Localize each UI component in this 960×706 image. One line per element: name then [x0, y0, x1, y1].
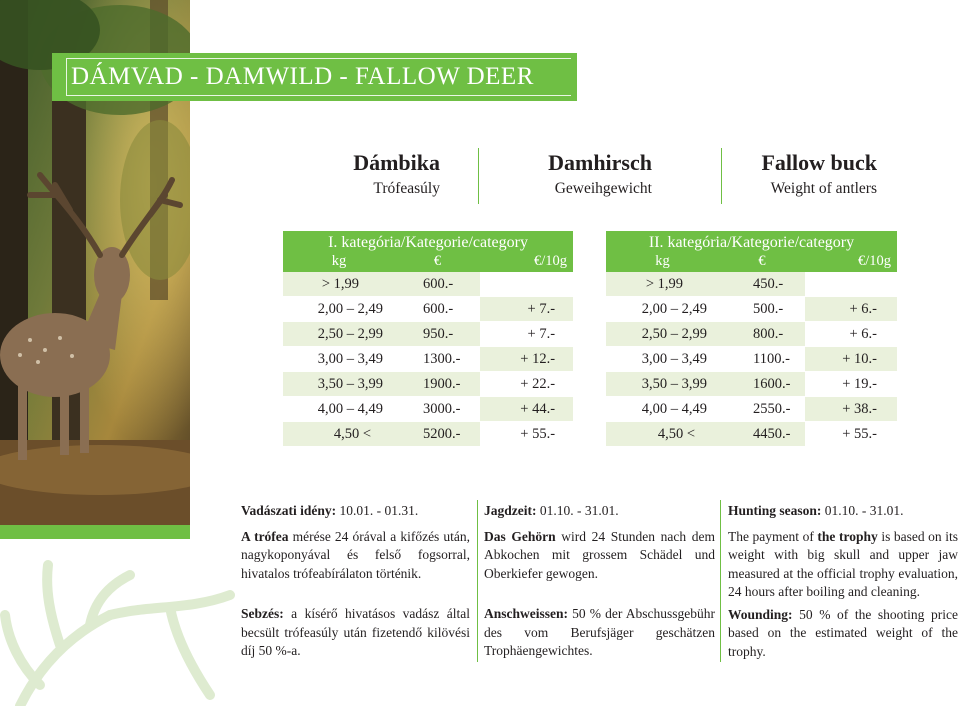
wounding-text: 50 % of the shooting price based on the estimated weight of the trophy. [728, 606, 958, 659]
price-cell: 1100.- [719, 347, 805, 372]
column-divider [477, 500, 478, 662]
price-cell: 500.- [719, 297, 805, 322]
surcharge-cell: + 6.- [805, 322, 897, 347]
wounding-note [484, 605, 715, 661]
price-cell: 2550.- [719, 397, 805, 422]
weight-cell: 3,50 – 3,99 [283, 372, 395, 397]
weight-cell: 2,50 – 2,99 [606, 322, 719, 347]
wounding-label: Sebzés: [241, 606, 284, 621]
table-row [283, 422, 573, 447]
trophy-text: wird 24 Stunden nach dem Abkochen mit grossem Schädel und Oberkiefer gewogen. [484, 528, 715, 581]
hunting-season [241, 502, 470, 521]
surcharge-cell: + 22.- [480, 372, 573, 397]
header-subtitle: Geweihgewicht [554, 180, 652, 197]
season-label: Vadászati idény: [241, 503, 337, 518]
surcharge-cell: + 44.- [480, 397, 573, 422]
season-label: Hunting season: [728, 503, 822, 518]
trophy-label: A trófea [241, 528, 289, 544]
price-cell: 3000.- [395, 397, 480, 422]
table-row [606, 347, 897, 372]
header-title: Damhirsch [548, 150, 652, 175]
table-row [283, 322, 573, 347]
weight-cell: > 1,99 [606, 272, 719, 297]
wounding-note [728, 606, 958, 662]
accent-strip [0, 525, 190, 539]
price-cell: 600.- [395, 272, 480, 297]
table-row [606, 422, 897, 447]
column-divider [720, 500, 721, 662]
weight-cell: 4,00 – 4,49 [283, 397, 395, 422]
price-cell: 1900.- [395, 372, 480, 397]
surcharge-cell: + 7.- [480, 297, 573, 322]
price-table-category-1 [283, 231, 573, 447]
price-cell: 1300.- [395, 347, 480, 372]
price-cell: 1600.- [719, 372, 805, 397]
trophy-label: the trophy [817, 528, 878, 544]
title-frame [66, 58, 571, 96]
info-column-hu [241, 502, 470, 671]
trophy-note [484, 528, 715, 584]
surcharge-cell: + 55.- [805, 422, 897, 447]
column-header: €/10g [480, 252, 573, 272]
trophy-text: is based on its weight with big skull and upper jaw measured at the official trophy evaluation, 24 hours after boiling and cleaning. [728, 528, 958, 599]
price-cell: 950.- [395, 322, 480, 347]
wounding-note [241, 605, 470, 661]
surcharge-cell: + 19.- [805, 372, 897, 397]
column-header: kg [283, 252, 395, 272]
table-caption: II. kategória/Kategorie/category [606, 231, 897, 252]
surcharge-cell: + 6.- [805, 297, 897, 322]
table-row [606, 322, 897, 347]
surcharge-cell: + 10.- [805, 347, 897, 372]
info-column-de [484, 502, 715, 671]
hunting-season [484, 502, 715, 521]
weight-cell: 2,50 – 2,99 [283, 322, 395, 347]
weight-cell: > 1,99 [283, 272, 395, 297]
weight-cell: 3,00 – 3,49 [606, 347, 719, 372]
weight-cell: 2,00 – 2,49 [283, 297, 395, 322]
table-caption: I. kategória/Kategorie/category [283, 231, 573, 252]
trophy-prefix: The payment of [728, 528, 814, 544]
surcharge-cell: + 38.- [805, 397, 897, 422]
surcharge-cell [480, 272, 573, 297]
header-subtitle: Weight of antlers [770, 180, 877, 197]
column-header: € [395, 252, 480, 272]
header-title: Fallow buck [761, 150, 877, 175]
weight-cell: 4,00 – 4,49 [606, 397, 719, 422]
weight-cell: 2,00 – 2,49 [606, 297, 719, 322]
table-row [283, 397, 573, 422]
column-header: € [719, 252, 805, 272]
table-row [283, 372, 573, 397]
weight-cell: 3,50 – 3,99 [606, 372, 719, 397]
surcharge-cell: + 55.- [480, 422, 573, 447]
weight-cell: 3,00 – 3,49 [283, 347, 395, 372]
header-en [720, 148, 877, 204]
wounding-label: Anschweissen: [484, 606, 569, 621]
price-cell: 4450.- [719, 422, 805, 447]
price-cell: 800.- [719, 322, 805, 347]
price-cell: 600.- [395, 297, 480, 322]
info-column-en [728, 502, 958, 671]
price-cell: 5200.- [395, 422, 480, 447]
surcharge-cell [805, 272, 897, 297]
wounding-text: 50 % der Abschussgebühr des vom Berufsjäger geschätzen Trophäengewichtes. [484, 606, 715, 658]
season-value: 01.10. - 31.01. [539, 503, 619, 518]
surcharge-cell: + 7.- [480, 322, 573, 347]
column-header: €/10g [805, 252, 897, 272]
table-row [283, 347, 573, 372]
price-cell: 450.- [719, 272, 805, 297]
table-row [606, 397, 897, 422]
header-de [500, 148, 652, 204]
surcharge-cell: + 12.- [480, 347, 573, 372]
weight-cell: 4,50 < [283, 422, 395, 447]
table-row [283, 272, 573, 297]
page-title: DÁMVAD - DAMWILD - FALLOW DEER [71, 63, 534, 90]
wounding-label: Wounding: [728, 606, 793, 622]
trophy-label: Das Gehörn [484, 528, 556, 544]
season-value: 10.01. - 01.31. [339, 503, 419, 518]
season-label: Jagdzeit: [484, 503, 537, 518]
header-divider [478, 148, 479, 204]
antler-ornament [0, 545, 260, 706]
weight-cell: 4,50 < [606, 422, 719, 447]
title-bar [52, 53, 577, 101]
header-hu [290, 148, 440, 204]
header-title: Dámbika [353, 150, 440, 175]
trophy-note [241, 528, 470, 584]
table-row [283, 297, 573, 322]
header-subtitle: Trófeasúly [373, 180, 440, 197]
table-row [606, 297, 897, 322]
price-table-category-2 [606, 231, 897, 447]
wounding-text: a kísérő hivatásos vadász által becsült trófeasúly után fizetendő kilövési díj 50 %-a. [241, 606, 471, 658]
table-row [606, 272, 897, 297]
column-header: kg [606, 252, 719, 272]
trophy-text: mérése 24 órával a kifőzés után, nagykoponyával és felső fogsorral, hivatalos trófeabírálaton történik. [241, 528, 470, 581]
hunting-season [728, 502, 958, 521]
trophy-note [728, 528, 958, 602]
season-value: 01.10. - 31.01. [824, 503, 904, 518]
table-row [606, 372, 897, 397]
